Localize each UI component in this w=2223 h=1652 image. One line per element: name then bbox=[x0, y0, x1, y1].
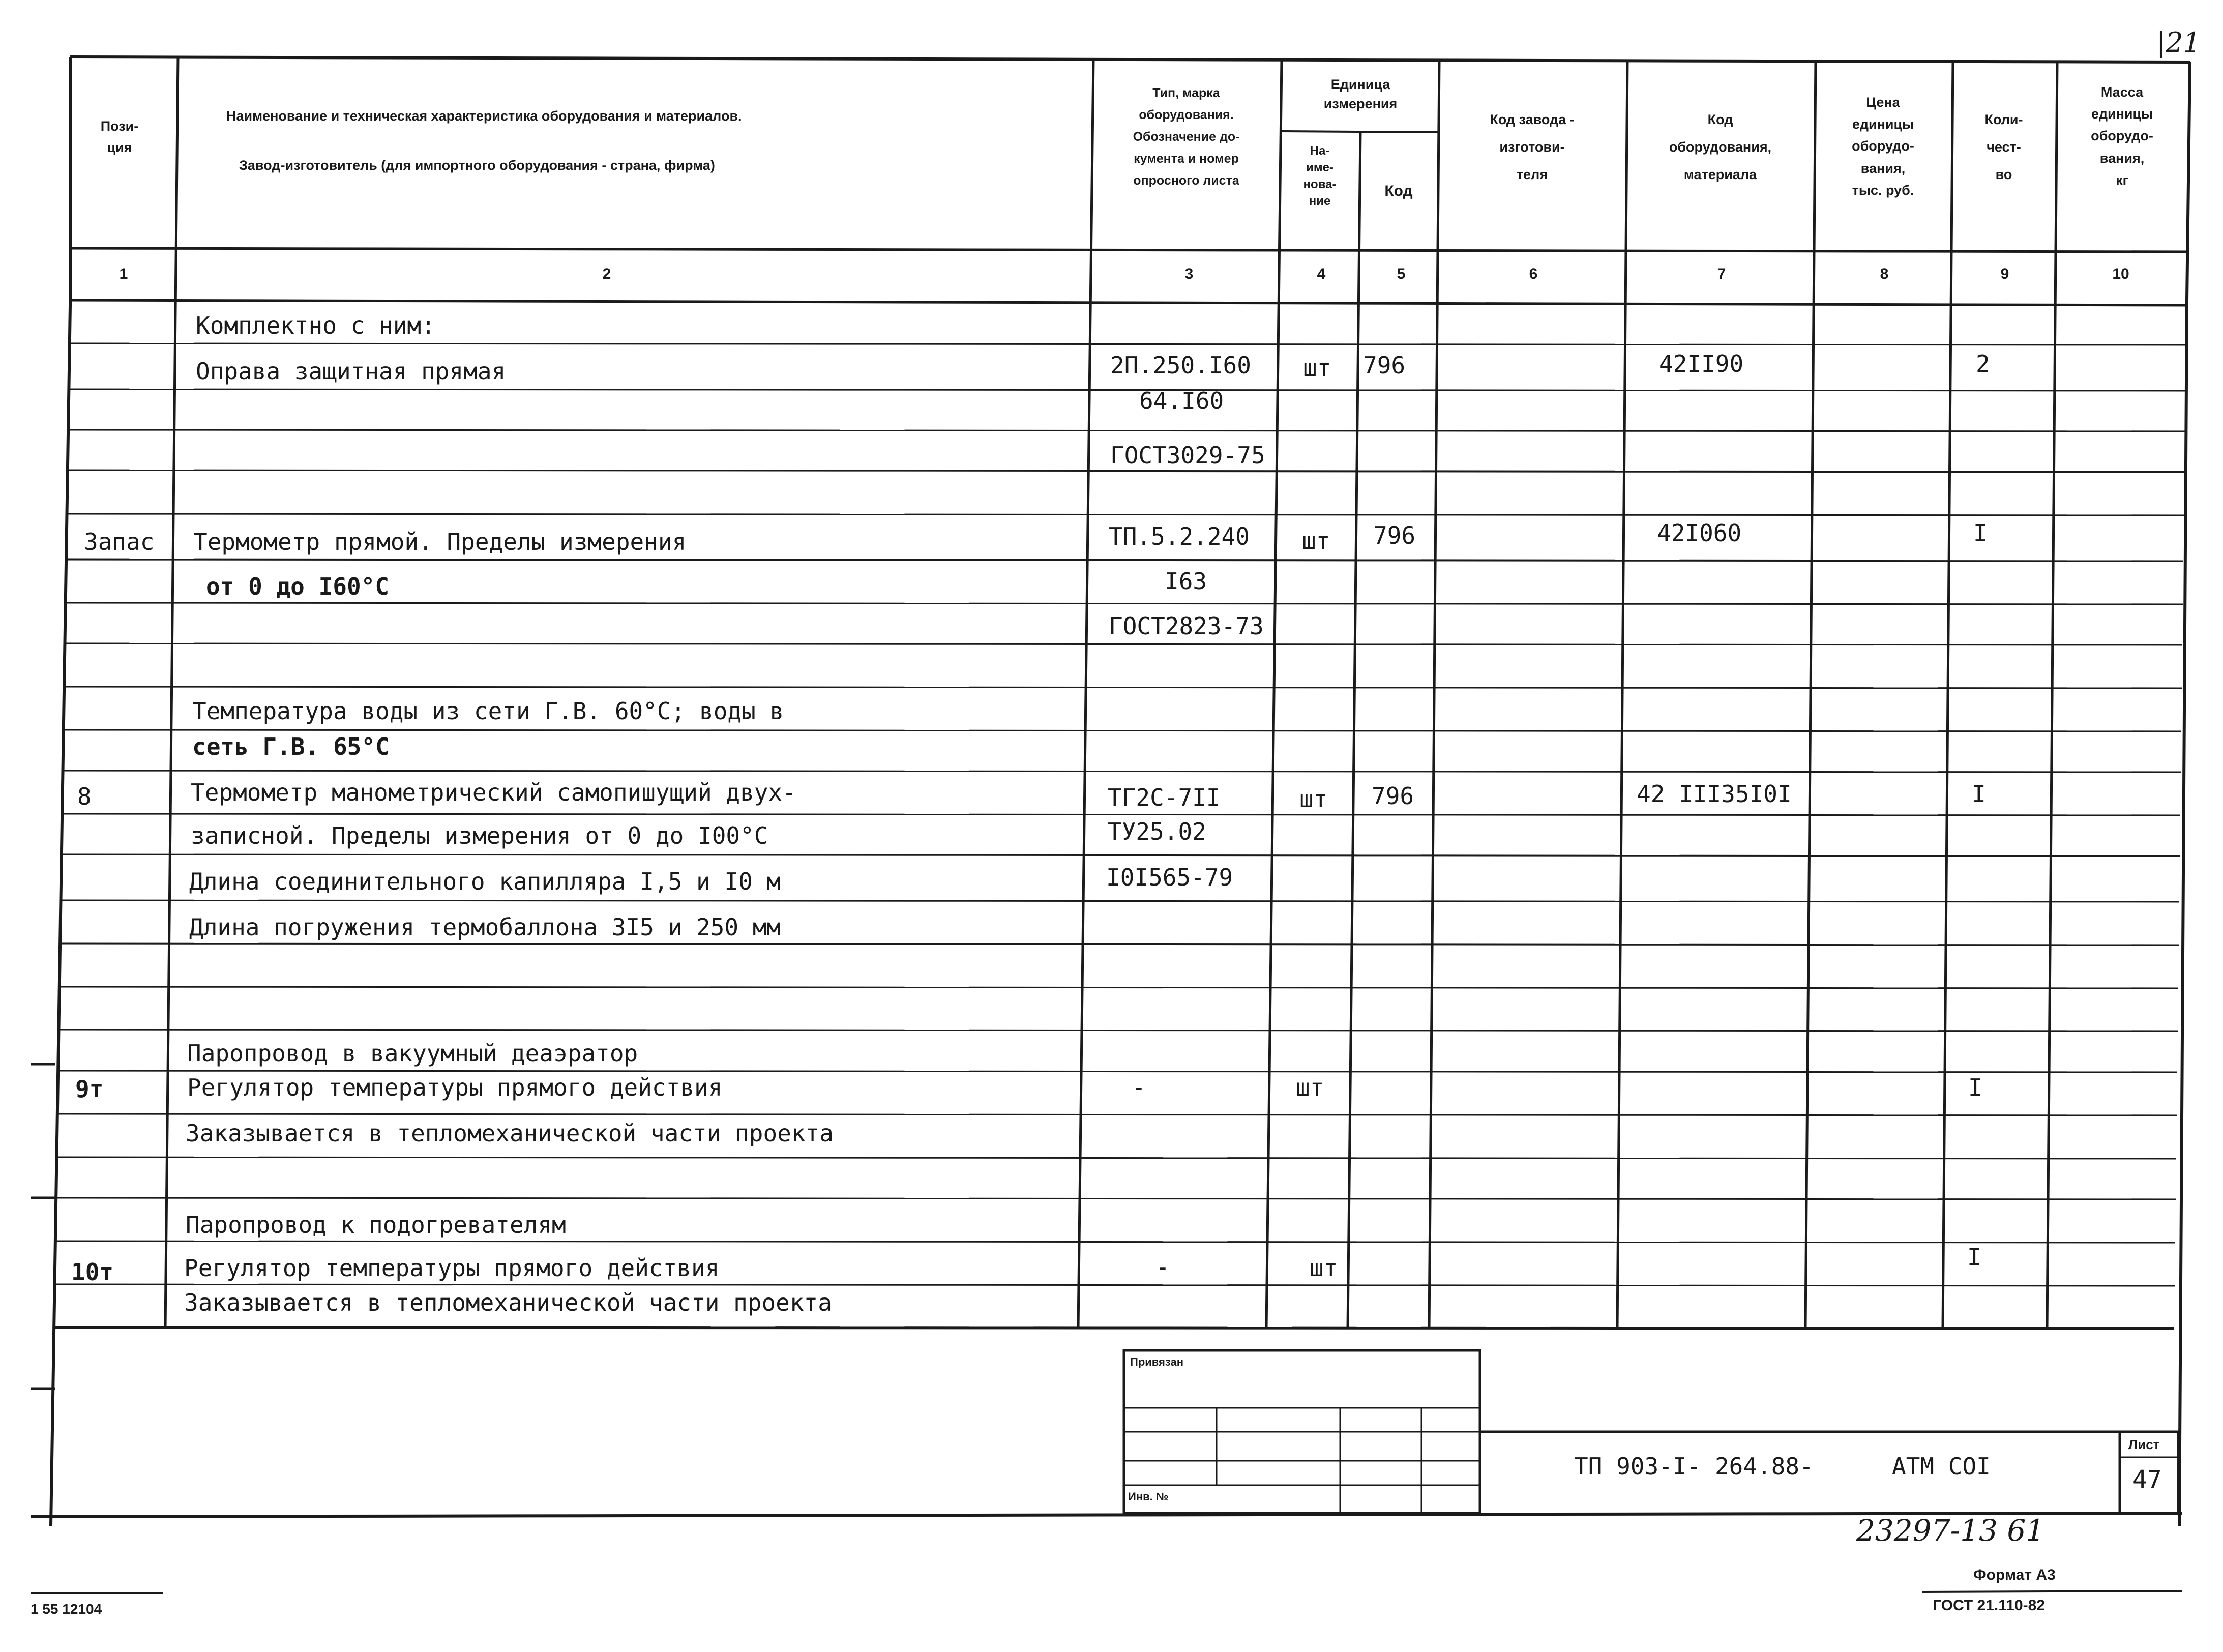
row-position: 9т bbox=[75, 1075, 104, 1103]
row-name: Заказывается в тепломеханической части проекта bbox=[184, 1289, 832, 1316]
row-position: 10т bbox=[71, 1258, 114, 1286]
column-number: 10 bbox=[2112, 266, 2129, 282]
row-type: ГОСТ2823-73 bbox=[1109, 612, 1264, 640]
row-name: Комплектно с ним: bbox=[196, 312, 435, 339]
row-quantity: I bbox=[1973, 519, 1988, 547]
row-unit-code: 796 bbox=[1372, 782, 1414, 810]
header-price: Цена единицы оборудо- вания, тыс. руб. bbox=[1852, 95, 1914, 198]
row-equipment-code: 42 III35I0I bbox=[1637, 780, 1792, 808]
column-number: 8 bbox=[1880, 266, 1889, 282]
row-name: Оправа защитная прямая bbox=[196, 358, 506, 385]
row-name: Термометр манометрический самопишущий двух- bbox=[191, 779, 796, 806]
row-name: Термометр прямой. Пределы измерения bbox=[193, 528, 687, 555]
row-name: от 0 до I60°C bbox=[206, 573, 390, 600]
row-type: ТГ2С-7II bbox=[1108, 784, 1221, 811]
row-name: Длина погружения термобаллона 3I5 и 250 мм bbox=[189, 913, 781, 941]
header-quantity: Коли- чест- во bbox=[1984, 112, 2023, 182]
header-mass: Масса единицы оборудо- вания, кг bbox=[2091, 84, 2153, 188]
sheet-label: Лист bbox=[2128, 1437, 2160, 1452]
row-type: I63 bbox=[1165, 568, 1207, 595]
row-unit-code: 796 bbox=[1373, 522, 1416, 549]
row-name: записной. Пределы измерения от 0 до I00°C bbox=[191, 822, 768, 849]
row-type: ТП.5.2.240 bbox=[1109, 523, 1250, 550]
row-type: ГОСТ3029-75 bbox=[1110, 441, 1265, 469]
row-equipment-code: 42I060 bbox=[1657, 519, 1742, 547]
stamp-inv-label: Инв. № bbox=[1128, 1490, 1169, 1503]
column-number: 1 bbox=[119, 266, 128, 282]
corner-sheet-mark: |21 bbox=[2156, 26, 2201, 58]
row-type: 2П.250.I60 bbox=[1110, 351, 1251, 379]
sheet-number: 47 bbox=[2132, 1465, 2162, 1494]
header-unit-name: На- име- нова- ние bbox=[1303, 144, 1337, 209]
document-code: ТП 903-I- 264.88- bbox=[1574, 1453, 1814, 1480]
header-position: Пози- ция bbox=[100, 119, 139, 155]
row-quantity: I bbox=[1967, 1243, 1981, 1271]
row-name: Регулятор температуры прямого действия bbox=[187, 1074, 723, 1101]
row-unit: шт bbox=[1303, 354, 1331, 381]
header-factory-code: Код завода - изготови- теля bbox=[1490, 112, 1575, 182]
column-number: 6 bbox=[1529, 266, 1538, 282]
row-name: Температура воды из сети Г.В. 60°C; воды в bbox=[192, 697, 784, 725]
row-unit: шт bbox=[1296, 1074, 1324, 1101]
row-quantity: 2 bbox=[1976, 350, 1990, 377]
column-number: 2 bbox=[602, 266, 611, 282]
row-name: Заказывается в тепломеханической части проекта bbox=[186, 1119, 834, 1147]
stamp-linked-label: Привязан bbox=[1130, 1355, 1184, 1368]
row-equipment-code: 42II90 bbox=[1659, 350, 1744, 377]
header-type: Тип, марка оборудования. Обозначение до- кумента и номер опросного листа bbox=[1133, 86, 1240, 188]
row-unit: шт bbox=[1310, 1254, 1338, 1282]
column-number: 5 bbox=[1397, 266, 1406, 282]
row-name: Паропровод в вакуумный деаэратор bbox=[187, 1040, 638, 1067]
gost-label: ГОСТ 21.110-82 bbox=[1933, 1597, 2045, 1614]
row-name: Паропровод к подогревателям bbox=[186, 1211, 566, 1238]
row-unit: шт bbox=[1299, 785, 1328, 813]
column-number: 9 bbox=[2000, 266, 2009, 282]
column-number: 4 bbox=[1317, 266, 1326, 282]
row-name: Регулятор температуры прямого действия bbox=[184, 1254, 720, 1282]
row-type: I0I565-79 bbox=[1106, 864, 1233, 891]
row-name: сеть Г.В. 65°C bbox=[192, 733, 390, 760]
bottom-left-code: 1 55 12104 bbox=[31, 1601, 102, 1617]
header-name: Наименование и техническая характеристика оборудования и материалов. bbox=[226, 108, 742, 124]
row-position: Запас bbox=[84, 528, 155, 555]
format-label: Формат А3 bbox=[1973, 1567, 2056, 1583]
header-equipment-code: Код оборудования, материала bbox=[1669, 112, 1772, 182]
row-type: - bbox=[1155, 1253, 1170, 1281]
column-number: 7 bbox=[1717, 266, 1726, 282]
row-unit-code: 796 bbox=[1363, 351, 1406, 379]
row-type: 64.I60 bbox=[1139, 387, 1224, 415]
header-manufacturer: Завод-изготовитель (для импортного оборудования - страна, фирма) bbox=[239, 158, 715, 173]
row-type: - bbox=[1132, 1074, 1146, 1101]
row-quantity: I bbox=[1972, 780, 1986, 808]
header-unit-code: Код bbox=[1384, 183, 1413, 199]
row-name: Длина соединительного капилляра I,5 и I0 м bbox=[189, 868, 781, 895]
row-quantity: I bbox=[1968, 1074, 1982, 1101]
row-unit: шт bbox=[1302, 527, 1330, 554]
document-mark: АТМ СОI bbox=[1892, 1453, 1991, 1480]
row-type: ТУ25.02 bbox=[1108, 818, 1206, 845]
column-number: 3 bbox=[1184, 266, 1194, 282]
handwritten-archive-number: 23297-13 61 bbox=[1856, 1513, 2045, 1548]
header-unit: Единица измерения bbox=[1323, 77, 1398, 111]
row-position: 8 bbox=[77, 783, 92, 810]
